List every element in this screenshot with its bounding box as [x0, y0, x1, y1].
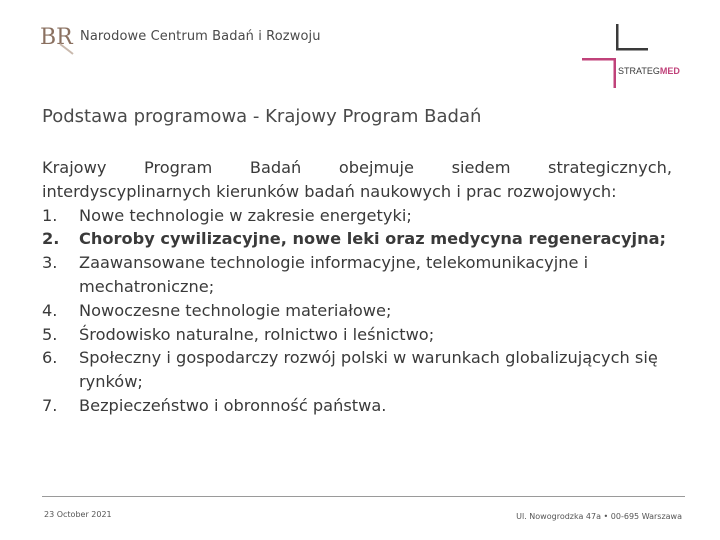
list-item: 3. Zaawansowane technologie informacyjne, telekomunikacyjne i mechatroniczne; [42, 253, 589, 296]
list-item: 2. Choroby cywilizacyjne, nowe leki oraz medycyna regeneracyjna; [42, 229, 667, 249]
strategmed-suffix: MED [659, 66, 680, 76]
footer-divider [42, 496, 685, 497]
slide-header [0, 0, 720, 100]
intro-paragraph [42, 156, 672, 204]
footer-date: 23 October 2021 [44, 510, 112, 519]
ncbr-logo [40, 22, 76, 56]
strategmed-prefix: STRATEG [618, 66, 660, 76]
strategmed-logo [582, 24, 686, 88]
intro-text-line1: Krajowy Program Badań obejmuje siedem strategicznych, interdyscyplinarnych kierunków badań naukowych i prac [42, 158, 672, 201]
list-item: 5. Środowisko naturalne, rolnictwo i leśnictwo; [42, 324, 435, 344]
list-item: 1. Nowe technologie w zakresie energetyki; [42, 205, 412, 225]
footer-address: Ul. Nowogrodzka 47a • 00-695 Warszawa [516, 512, 682, 521]
ncbr-logo-letters: BR [40, 25, 73, 50]
organization-name: Narodowe Centrum Badań i Rozwoju [80, 29, 321, 44]
slide-title: Podstawa programowa - Krajowy Program Badań [42, 106, 482, 127]
list-item: 7. Bezpieczeństwo i obronność państwa. [42, 395, 387, 415]
research-directions-list [42, 204, 672, 418]
list-item: 4. Nowoczesne technologie materiałowe; [42, 300, 392, 320]
intro-text-line2: rozwojowych: [506, 181, 617, 201]
slide-content [42, 156, 672, 418]
list-item: 6. Społeczny i gospodarczy rozwój polski w warunkach globalizujących się rynków; [42, 348, 658, 392]
svg-text:STRATEGMED [618, 66, 680, 76]
